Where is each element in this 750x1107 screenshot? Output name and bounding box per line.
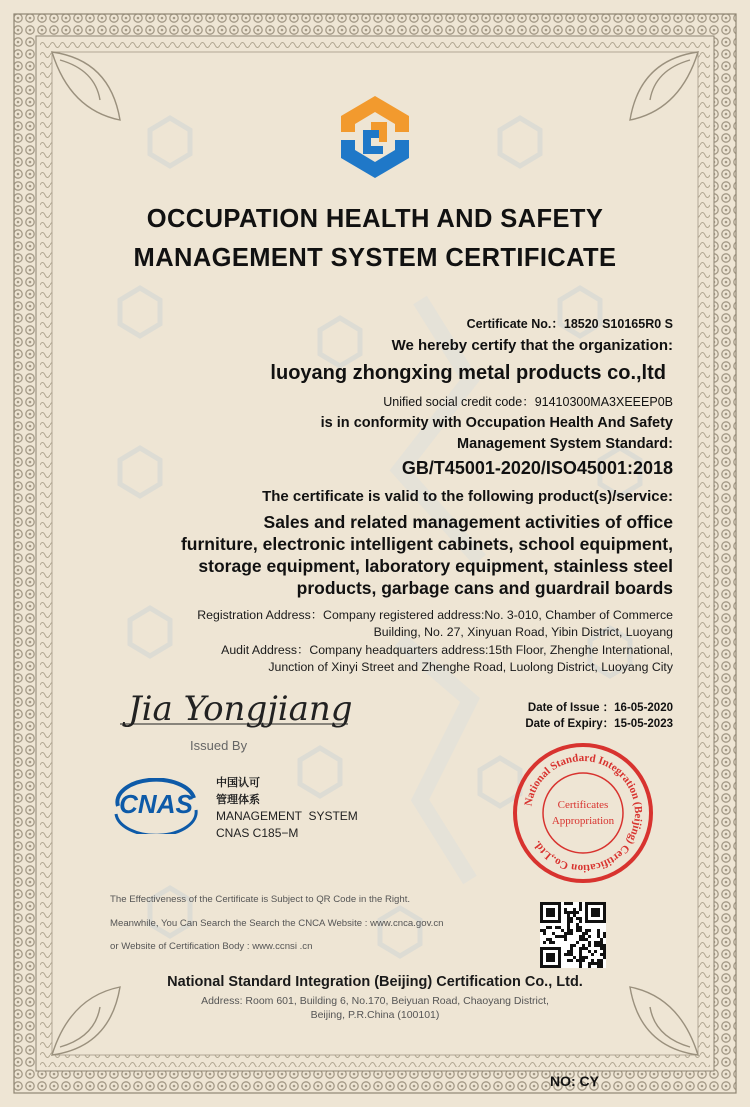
cnas-management-system: MANAGEMENT SYSTEM [216, 809, 358, 823]
scope-line: Sales and related management activities of office [263, 512, 673, 532]
seal-ring-text: National Standard Integration (Beijing) Certification Co.,Ltd. [522, 751, 645, 875]
certificate-number: Certificate No.：18520 S10165R0 S [466, 317, 673, 331]
issued-by-label: Issued By [190, 738, 248, 753]
signature-image [118, 680, 358, 740]
note-line1: The Effectiveness of the Certificate is Subject to QR Code in the Right. [110, 894, 411, 905]
certification-body-logo [335, 92, 415, 182]
qr-code[interactable] [540, 902, 606, 968]
note-line3: or Website of Certification Body : www.ccnsi .cn [110, 941, 313, 952]
conformity-line2: Management System Standard: [457, 436, 673, 452]
cnas-logo [106, 778, 206, 834]
credit-code: Unified social credit code：91410300MA3XEEEP0B [383, 395, 673, 409]
validity-statement: The certificate is valid to the following product(s)/service: [262, 488, 673, 505]
cnas-logo-text: CNAS [119, 789, 193, 819]
signature-text: Jia Yongjiang [128, 689, 353, 729]
seal-center-line1: Certificates [557, 799, 609, 811]
standard-code: GB/T45001-2020/ISO45001:2018 [401, 458, 673, 478]
audit-address-line1: Audit Address：Company headquarters address:15th Floor, Zhenghe International, [221, 643, 673, 657]
scope-line: products, garbage cans and guardrail boards [296, 578, 673, 598]
note-line2: Meanwhile, You Can Search the Search the CNCA Website : www.cnca.gov.cn [110, 918, 444, 929]
certificate-title-line2: MANAGEMENT SYSTEM CERTIFICATE [133, 244, 617, 272]
scope-text [73, 511, 673, 599]
cnas-cn-line1: 中国认可 [216, 777, 260, 789]
svg-text:National Standard Integration [522, 752, 644, 874]
cnas-code: CNAS C185−M [216, 826, 299, 840]
date-of-issue: Date of Issue ：16-05-2020 [527, 702, 673, 714]
scope-line: storage equipment, laboratory equipment, stainless steel [198, 556, 673, 576]
audit-address-line2: Junction of Xinyi Street and Zhenghe Road, Luolong District, Luoyang City [268, 660, 673, 674]
certificate-title-line1: OCCUPATION HEALTH AND SAFETY [146, 205, 604, 233]
organization-name: luoyang zhongxing metal products co.,ltd [270, 362, 666, 384]
company-address-line1: Address: Room 601, Building 6, No.170, Beiyuan Road, Chaoyang District, [201, 995, 549, 1007]
seal-center-line2: Appropriation [551, 815, 615, 827]
company-address-line2: Beijing, P.R.China (100101) [310, 1009, 440, 1021]
cnas-cn-line2: 管理体系 [216, 794, 260, 806]
serial-number: NO: CY [550, 1073, 599, 1089]
conformity-line1: is in conformity with Occupation Health And Safety [320, 415, 673, 431]
certify-statement: We hereby certify that the organization: [391, 337, 673, 354]
registration-address-line1: Registration Address：Company registered address:No. 3-010, Chamber of Commerce [197, 608, 673, 622]
red-seal-stamp [508, 738, 658, 888]
scope-line: furniture, electronic intelligent cabinets, school equipment, [180, 534, 673, 554]
date-of-expiry: Date of Expiry：15-05-2023 [525, 718, 673, 730]
registration-address-line2: Building, No. 27, Xinyuan Road, Yibin District, Luoyang [373, 625, 673, 639]
certification-company: National Standard Integration (Beijing) Certification Co., Ltd. [167, 974, 583, 990]
